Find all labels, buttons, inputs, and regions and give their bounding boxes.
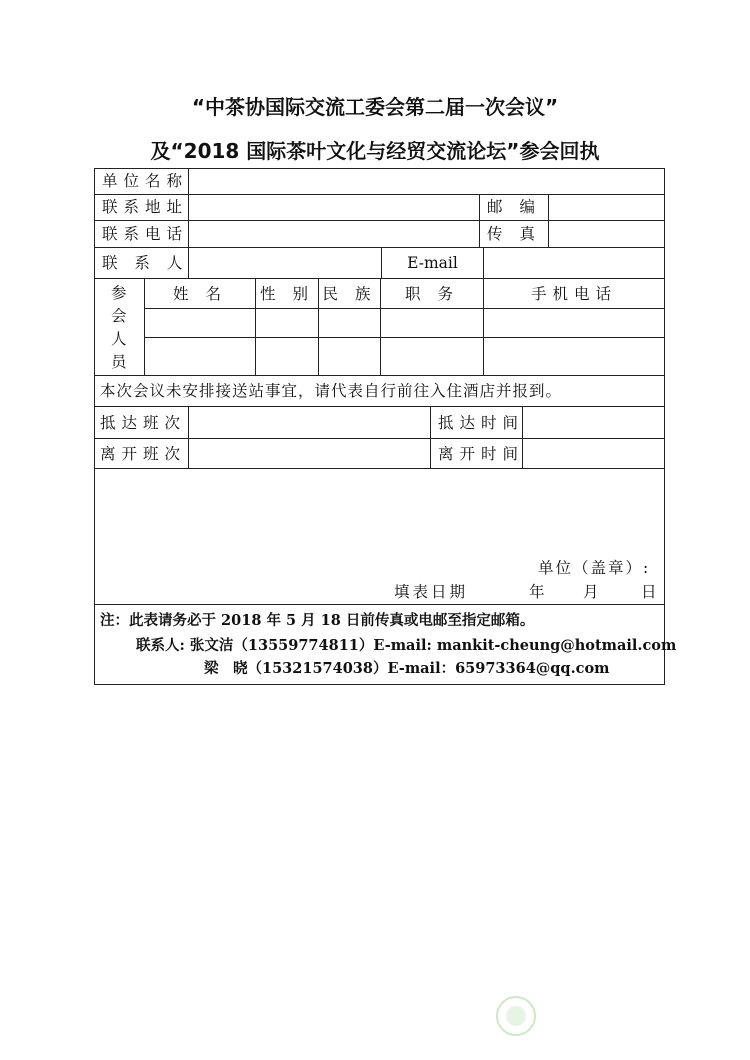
registration-form <box>94 168 677 685</box>
column-header-mobile: 手机电话 <box>530 285 617 303</box>
fax-field[interactable] <box>549 221 664 247</box>
attendee-row-1[interactable] <box>145 309 664 337</box>
row-line <box>94 684 665 685</box>
table-border-right <box>664 168 665 685</box>
address-field[interactable] <box>189 195 479 220</box>
date-month: 月 <box>583 583 599 601</box>
column-header-name: 姓 名 <box>173 285 227 303</box>
table-border-left <box>94 168 95 685</box>
pickup-notice: 本次会议未安排接送站事宜，请代表自行前往入住酒店并报到。 <box>100 382 563 400</box>
attendees-label-char: 员 <box>111 353 127 371</box>
departure-flight-field[interactable] <box>189 439 430 468</box>
label-phone: 联系电话 <box>102 225 189 243</box>
label-fax: 传 真 <box>487 225 541 243</box>
contact-field[interactable] <box>189 248 381 278</box>
document-title-line-1: “中茶协国际交流工委会第二届一次会议” <box>191 95 559 119</box>
label-unit-name: 单位名称 <box>102 172 189 190</box>
arrival-time-field[interactable] <box>523 407 664 438</box>
row-line <box>94 604 665 605</box>
label-arrival-time: 抵达时间 <box>438 414 525 432</box>
attendees-label-char: 会 <box>111 307 127 325</box>
attendees-label-char: 人 <box>111 330 127 348</box>
note-contact-2: 梁 晓（15321574038）E-mail：65973364@qq.com <box>204 660 610 677</box>
label-arrival-flight: 抵达班次 <box>100 414 187 432</box>
phone-field[interactable] <box>189 221 479 247</box>
departure-time-field[interactable] <box>523 439 664 468</box>
postcode-field[interactable] <box>549 195 664 220</box>
row-line <box>94 375 665 376</box>
note-deadline: 注：此表请务必于 2018 年 5 月 18 日前传真或电邮至指定邮箱。 <box>100 612 535 629</box>
note-contact-1: 联系人: 张文洁（13559774811）E-mail: mankit-cheung@hotmail.com <box>136 637 677 654</box>
label-address: 联系地址 <box>102 198 189 216</box>
watermark-logo-icon <box>496 996 536 1036</box>
email-field[interactable] <box>484 248 664 278</box>
label-departure-flight: 离开班次 <box>100 445 187 463</box>
date-year: 年 <box>529 583 545 601</box>
attendees-label-char: 参 <box>111 284 127 302</box>
seal-label: 单位（盖章）: <box>538 559 651 577</box>
label-postcode: 邮 编 <box>487 198 541 216</box>
unit-name-field[interactable] <box>189 169 664 194</box>
document-title-line-2: 及“2018 国际茶叶文化与经贸交流论坛”参会回执 <box>150 139 600 163</box>
column-header-gender: 性 别 <box>260 285 314 303</box>
label-email: E-mail <box>407 254 458 272</box>
label-departure-time: 离开时间 <box>438 445 525 463</box>
column-header-position: 职 务 <box>405 285 459 303</box>
attendee-row-2[interactable] <box>145 338 664 375</box>
date-day: 日 <box>641 583 657 601</box>
fill-date-label: 填表日期 <box>394 583 469 601</box>
label-contact: 联 系 人 <box>102 254 189 272</box>
column-line <box>430 406 431 468</box>
column-header-ethnicity: 民 族 <box>322 285 377 303</box>
arrival-flight-field[interactable] <box>189 407 430 438</box>
row-line <box>94 468 665 469</box>
